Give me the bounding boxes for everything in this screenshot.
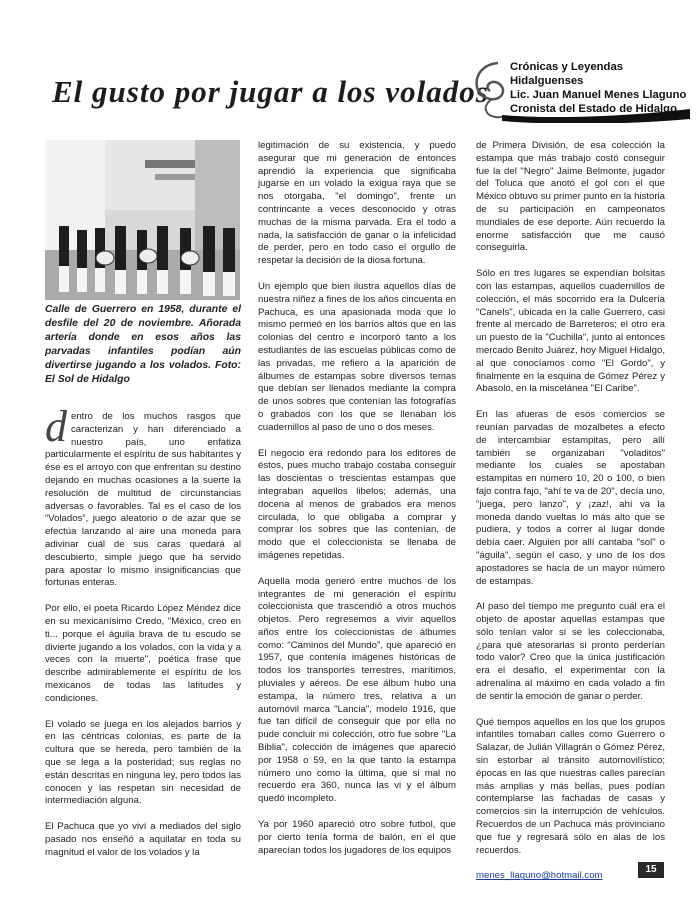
paragraph: Aquella moda generó entre muchos de los integrantes de mi generación el espíritu coleccionista que trascendió a otros muchos objetos. Pero regresemos a vivir aquellos años entre los coleccionistas de álbumes como: "Caminos del Mundo", que apareció en 1957, que contenía imágenes históricas de todos los transportes terrestres, marítimos, pluviales y aéreos. De ese álbum hubo una estampa, la número tres, relativa a un automóvil marca "Lancia", modelo 1916, que fue tan difícil de conseguir que por ella no pude concluir mi colección, otro fue sobre "La Biblia", colección de imágenes que apareció por 1958 o 59, en la que tanto la estampa número uno como la última, que si mal no recuerdo era 360, nunca las vi y el álbum quedó incompleto.: [258, 575, 456, 805]
paragraph: Ya por 1960 apareció otro sobre futbol, que por cierto tenía forma de balón, en el que aparecían todos los jugadores de los equipos: [258, 819, 456, 856]
column-header: [510, 60, 695, 116]
paragraph: En las afueras de esos comercios se reunían parvadas de mozalbetes a efecto de intercambiar estampitas, pero allí también se organizaban "voladitos" mediante los cuales se apostaban estampitas en número 10, 20 o 100, o bien fajo contra fajo, "ahí te va de 20", decía uno, "juega, pero lanzo", y ¡zaz!, ahí va la moneda dando vueltas lo más alto que se pudiera, y todos a correr al lugar donde debía caer. Alguien por allí cantaba "sol" o "águila", según el caso, y uno de los dos apostadores se hacía de un mayor número de estampas.: [476, 409, 665, 587]
paragraph: El Pachuca que yo viví a mediados del siglo pasado nos enseñó a aquilatar en toda su magnitud el valor de los volados y la: [45, 821, 241, 858]
paragraph: Por ello, el poeta Ricardo López Méndez dice en su mexicanísimo Credo, "México, creo en ti... porque el águila brava de tu escudo se divierte jugando a los volados, con la vida y a veces con la muerte", poética frase que describe admirablemente el espíritu de los mexicanos de todas las latitudes y condiciones.: [45, 603, 241, 704]
article-title: El gusto por jugar a los volados: [52, 74, 489, 109]
paragraph: Qué tiempos aquellos en los que los grupos infantiles tomaban calles como Guerrero o Salazar, de Julián Villagrán o Gómez Pérez, sin estorbar al tránsito automovilístico; épocas en las que nuestras calles parecían más amplias y más bellas, pues podían contemplarse las fachadas de casas y comercios sin la interrupción de vehículos. Recuerdos de un Pachuca más provinciano que fue y regresará sólo en alas de los recuerdos.: [476, 716, 665, 856]
author-name: Lic. Juan Manuel Menes Llaguno: [510, 89, 687, 101]
paragraph: dentro de los muchos rasgos que caracterizan y han diferenciado a nuestro país, uno enfatiza particularmente el espíritu de sus habitantes y ése es el arroyo con que enfrentan su destino dejando en muchas ocasiones a la suerte la resolución de multitud de circunstancias adversas o favorables. Tal es el caso de los “Volados”, juego aleatorio o de azar que se efectúa lanzando al aire una moneda para adivinar cuál de sus caras quedará al descubierto, simple juego que ha servido para apostar lo mismo insignificancias que fortunas enteras.: [45, 402, 241, 589]
author-role: Cronista del Estado de Hidalgo: [510, 103, 677, 115]
column-2: [258, 140, 456, 870]
drop-cap: d: [45, 402, 67, 451]
photo-caption: Calle de Guerrero en 1958, durante el desfile del 20 de noviembre. Añorada artería donde en esos años las parvadas infantiles podían aún divertirse jugando a los volados. Foto: El Sol de Hidalgo: [45, 304, 241, 385]
series-title: Crónicas y Leyendas Hidalguenses: [510, 61, 624, 87]
email-link[interactable]: menes_llaguno@hotmail.com: [476, 870, 603, 882]
paragraph: de Primera División, de esa colección la estampa que más trabajo costó conseguir fue la del "Negro" Jaime Belmonte, jugador del Toluca que anotó el gol con el que México obtuvo su primer punto en la historia de su participación en campeonatos mundiales de ese deporte. Aún recuerdo la enorme satisfacción que me causó conseguirla.: [476, 140, 665, 254]
paragraph: Un ejemplo que bien ilustra aquellos días de nuestra niñez a fines de los años cincuenta en Pachuca, es una apasionada moda que lo mismo permeó en los barrios altos que en las colonias del centro e incorporó tanto a los estudiantes de las escuelas públicas como de las privadas, me refiero a la aparición de álbumes de estampas sobre diversos temas que debían ser llenados mediante la compra de unos sobres que contenían las fotografías o grabados con los que se llenaban los cuadernillos al paso de uno o dos meses.: [258, 280, 456, 433]
paragraph: Al paso del tiempo me pregunto cuál era el objeto de apostar aquellas estampas que sólo tenían valor si se les coleccionaba, ¿para qué atesorarlas si pronto perderían todo valor? Creo que la única justificación era el desafío, el experimentar con la adrenalina al máximo en cada volado a fin de sentir la emoción de ganar o perder.: [476, 601, 665, 702]
paragraph: Sólo en tres lugares se expendían bolsitas con las estampas, aquellos cuadernillos de colección, el más socorrido era la Dulcería "Canels", ubicada en la calle Guerrero, casi frente al mercado de Barreteros; el otro era un puesto de la "Cuchilla", junto al entonces mercado Benito Juárez, hoy Miguel Hidalgo, al que conocíamos como "El Gordo", y finalmente en la esquina de Gómez Pérez y Abasolo, en la miscelánea "El Caribe".: [476, 268, 665, 395]
parade-photo: [45, 140, 240, 300]
paragraph: [476, 870, 665, 883]
paragraph: El volado se juega en los alejados barrios y en las céntricas colonias, es parte de la cultura que se hereda, pero también de la que se lega a la posteridad; sus reglas no están descritas en ninguna ley, pero todos las conocen y las respetan sin necesidad de intermediación alguna.: [45, 718, 241, 807]
column-1: [45, 402, 241, 873]
paragraph: El negocio era redondo para los editores de éstos, pues mucho trabajo costaba conseguir las doscientas o trescientas estampas que integraban aquellos libelos; además, una docena al menos de grabados era menos circulada, lo que obligaba a comprar y comprar los sobres que las contenían, de modo que el coleccionista se llenaba de imágenes repetidas.: [258, 447, 456, 561]
column-3: [476, 140, 665, 896]
paragraph: legitimación de su existencia, y puedo asegurar que mi generación de entonces aprendió la experiencia que significaba jugarse en un volado la exigua raya que se nos otorgaba, "el domingo", frente un contrincante a veces desconocido y otras muchas de la misma parvada. Era el todo a nada, la satisfacción de ganar o la infelicidad de perder, pero en todo caso el orgullo de respetar la decisión de la diosa fortuna.: [258, 140, 456, 267]
page-number: 15: [638, 862, 664, 878]
